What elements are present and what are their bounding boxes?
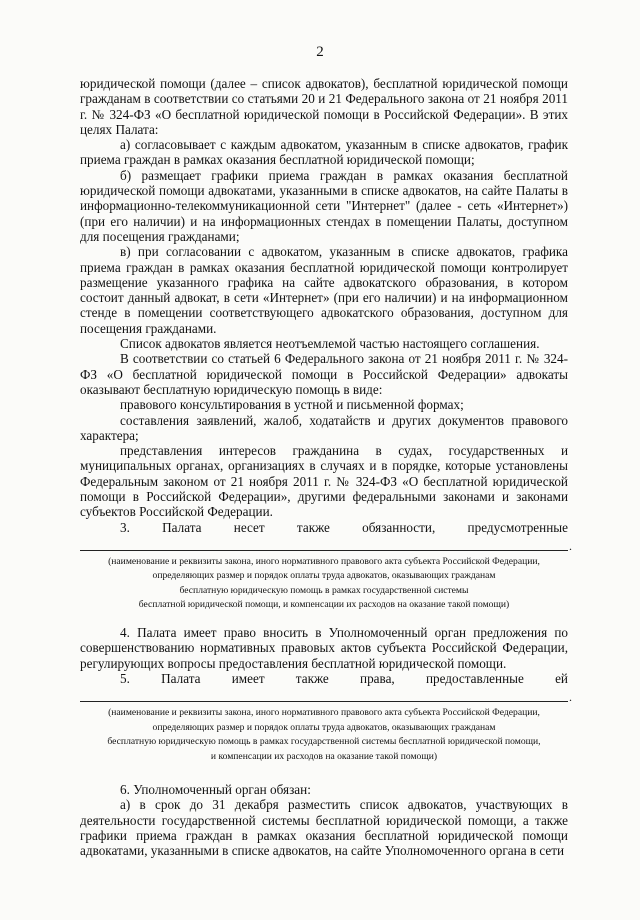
page-number: 2 [316,44,324,60]
clause-3-end-mark: . [569,538,572,553]
paragraph-consulting: правового консультирования в устной и письменной формах; [120,397,464,413]
clause-5: 5. Палата имеет также права, предоставленные ей [120,670,568,686]
paragraph-documents: составления заявлений, жалоб, ходатайств и других документов правового характера; [80,412,568,443]
clause-3: 3. Палата несет также обязанности, предусмотренные [120,519,568,535]
clause-3-note-line: бесплатной юридической помощи, и компенсации их расходов на оказание такой помощи) [138,599,510,611]
paragraph-article-6: В соответствии со статьей 6 Федерального закона от 21 ноября 2011 г. № 324-ФЗ «О бесплатной юридической помощи в Российской Федерации» адвокаты оказывают бесплатную юридическую помощь в виде: [80,351,568,397]
paragraph-b: б) размещает графики приема граждан в рамках оказания бесплатной юридической помощи адвокатами, указанными в списке адвокатов, на сайте Палаты в информационно-телекоммуникационной сети "Интернет" (далее - сеть «Интернет») (при его наличии) и на информационных стендах в помещении Палаты, доступном для посещения гражданами; [80,167,568,244]
clause-5-footnote [80,706,568,764]
paragraph-list-note: Список адвокатов является неотъемлемой частью настоящего соглашения. [120,336,540,352]
clause-3-footnote [80,555,568,613]
paragraph-intro: юридической помощи (далее – список адвокатов), бесплатной юридической помощи гражданам в соответствии со статьями 20 и 21 Федерального закона от 21 ноября 2011 г. № 324-ФЗ «О бесплатной юридической помощи в Российской Федерации». В этих целях Палата: [80,76,568,137]
clause-3-note-line: бесплатную юридическую помощь в рамках государственной системы [179,584,469,596]
clause-3-note-line: (наименование и реквизиты закона, иного нормативного правового акта субъекта Российской Федерации, [108,555,540,567]
clause-5-note-line: и компенсации их расходов на оказание такой помощи) [210,750,438,762]
spacer [80,613,568,625]
paragraph-representation: представления интересов гражданина в судах, государственных и муниципальных органах, организациях в случаях и в порядке, которые установлены Федеральным законом от 21 ноября 2011 г. № 324-ФЗ «О бесплатной юридической помощи в Российской Федерации», другими федеральными законами и законами субъектов Российской Федерации. [80,443,568,520]
clause-5-end-mark: . [569,689,572,704]
paragraph-v: в) при согласовании с адвокатом, указанным в списке адвокатов, графика приема граждан в рамках оказания бесплатной юридической помощи контролирует размещение указанного графика на сайте адвокатского образования, в котором состоит данный адвокат, в сети «Интернет» (при его наличии) и на информационном стенде в помещении соответствующего адвокатского образования, доступном для посещения гражданами. [80,244,568,336]
clause-6-heading: 6. Уполномоченный орган обязан: [120,782,311,798]
clause-3-note-line: определяющих размер и порядок оплаты труда адвокатов, оказывающих гражданам [152,570,496,582]
clause-5-blank-line [80,689,572,704]
clause-6-a: а) в срок до 31 декабря разместить список адвокатов, участвующих в деятельности государственной системы бесплатной юридической помощи, а также графики приема граждан в рамках оказания бесплатной юридической помощи адвокатами, указанными в списке адвокатов, на сайте Уполномоченного органа в сети [80,797,568,859]
clause-5-note-line: определяющих размер и порядок оплаты труда адвокатов, оказывающих гражданам [152,721,496,733]
spacer [80,764,568,782]
clause-4: 4. Палата имеет право вносить в Уполномоченный орган предложения по совершенствованию нормативных правовых актов субъекта Российской Федерации, регулирующих вопросы предоставления бесплатной юридической помощи. [80,624,568,671]
clause-5-note-line: бесплатную юридическую помощь в рамках государственной системы бесплатной юридической помощи, [107,736,541,748]
paragraph-a: а) согласовывает с каждым адвокатом, указанным в списке адвокатов, график приема граждан в рамках оказания бесплатной юридической помощи; [80,137,568,168]
clause-3-blank-line [80,538,572,553]
document-body [80,76,572,859]
clause-5-note-line: (наименование и реквизиты закона, иного нормативного правового акта субъекта Российской Федерации, [108,707,540,719]
